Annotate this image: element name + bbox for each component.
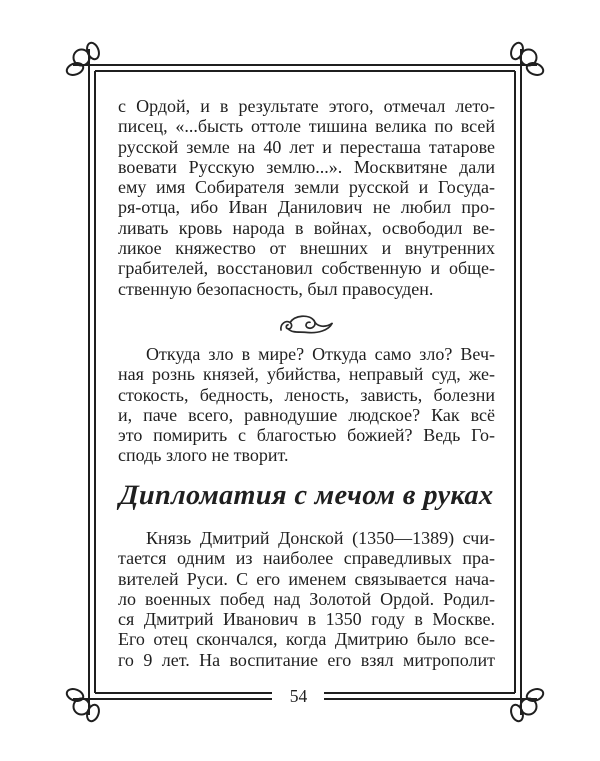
text-line: стокость, бедность, леность, зависть, болезни [118,384,495,405]
text-line: это помирить с благостью божией? Ведь Го- [118,425,495,446]
paragraph-2 [118,344,495,466]
paragraph-1 [118,96,495,299]
text-line: го 9 лет. На воспитание его взял митрополит [118,649,495,670]
text-line: воевати Русскую землю...». Москвитяне дали [118,156,495,177]
text-line: писец, «...бысть оттоле тишина велика по всей [118,116,495,137]
text-line: ря-отца, ибо Иван Данилович не любил про- [118,197,495,218]
section-heading: Дипломатия с мечом в руках [118,480,495,511]
page-number: 54 [289,686,308,706]
text-line: Его отец скончался, когда Дмитрию было все- [118,629,495,650]
text-line: ло военных побед над Золотой Ордой. Родил- [118,588,495,609]
text-line: русской земле на 40 лет и пересташа татарове [118,136,495,157]
text-line: ственную безопасность, был правосуден. [118,278,434,299]
wave-fleuron-icon [279,314,335,341]
text-line: Откуда зло в мире? Откуда само зло? Веч- [146,344,495,364]
paragraph-3 [118,528,495,670]
text-line: вителей Руси. С его именем связывается нача- [118,568,495,589]
text-line: сподь злого не творит. [118,445,289,466]
text-line: грабителей, восстановил собственную и обще- [118,258,495,279]
text-line: ему имя Собирателя земли русской и Госуда- [118,177,495,198]
section-divider [118,314,495,346]
text-line: ликое княжество от внешних и внутренних [118,238,495,259]
text-line: с Ордой, и в результате этого, отмечал лето- [118,96,495,116]
text-line: ливать кровь народа в войнах, освободил ве- [118,217,495,238]
text-line: и, паче всего, равнодушие людское? Как всё [118,404,495,425]
text-line: Князь Дмитрий Донской (1350—1389) счи- [146,528,495,548]
text-line: ная рознь князей, убийства, неправый суд, же- [118,364,495,385]
text-line: ся Дмитрий Иванович в 1350 году в Москве. [118,609,495,630]
text-line: тается одним из наиболее справедливых пра- [118,548,495,569]
